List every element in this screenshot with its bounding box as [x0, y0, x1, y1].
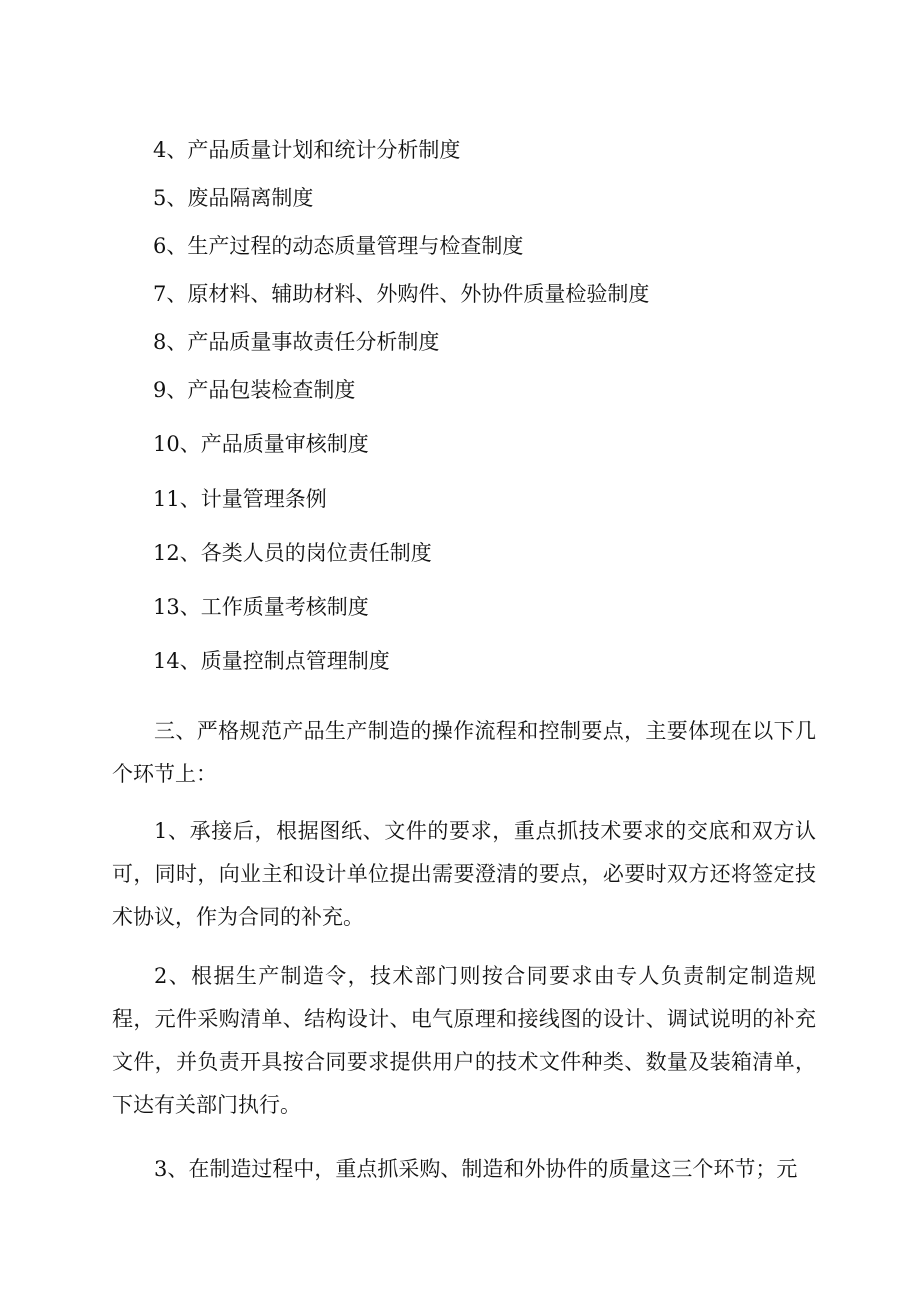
- body-paragraph: 1、承接后，根据图纸、文件的要求，重点抓技术要求的交底和双方认可，同时，向业主和设计单位提出需要澄清的要点，必要时双方还将签定技术协议，作为合同的补充。: [112, 819, 816, 929]
- list-item: 11、计量管理条例: [153, 487, 327, 511]
- body-paragraph: 3、在制造过程中，重点抓采购、制造和外协件的质量这三个环节；元: [154, 1157, 798, 1181]
- list-item: 7、原材料、辅助材料、外购件、外协件质量检验制度: [153, 282, 650, 306]
- list-item: 10、产品质量审核制度: [153, 432, 369, 456]
- list-item: 9、产品包装检查制度: [153, 378, 356, 402]
- list-item: 12、各类人员的岗位责任制度: [153, 541, 432, 565]
- list-item: 13、工作质量考核制度: [153, 595, 369, 619]
- list-item: 5、废品隔离制度: [153, 186, 314, 210]
- body-paragraph: 2、根据生产制造令，技术部门则按合同要求由专人负责制定制造规程，元件采购清单、结构设计、电气原理和接线图的设计、调试说明的补充文件，并负责开具按合同要求提供用户的技术文件种类、数量及装箱清单，下达有关部门执行。: [112, 964, 816, 1117]
- list-item: 4、产品质量计划和统计分析制度: [153, 138, 461, 162]
- section-heading-paragraph: 三、严格规范产品生产制造的操作流程和控制要点，主要体现在以下几个环节上：: [112, 719, 816, 786]
- list-item: 8、产品质量事故责任分析制度: [153, 330, 440, 354]
- list-item: 14、质量控制点管理制度: [153, 649, 390, 673]
- list-item: 6、生产过程的动态质量管理与检查制度: [153, 234, 524, 258]
